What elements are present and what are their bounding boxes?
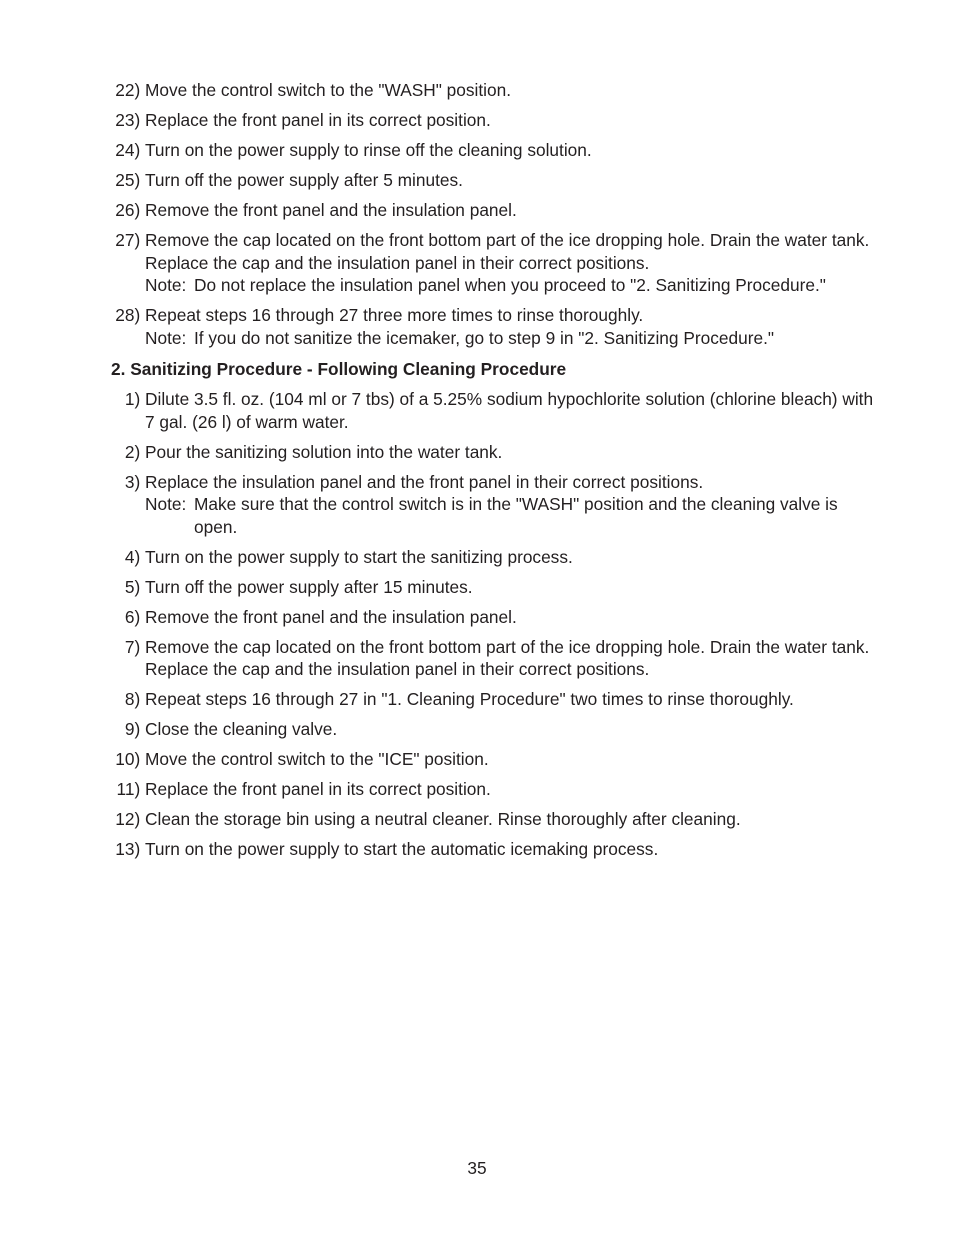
note-label: Note: xyxy=(145,494,187,514)
note-label: Note: xyxy=(145,327,187,348)
step-body xyxy=(145,304,881,349)
section-heading: 2. Sanitizing Procedure - Following Cleaning Procedure xyxy=(111,359,567,379)
step-number: 5) xyxy=(124,576,145,597)
step-26 xyxy=(111,199,881,222)
step-note xyxy=(145,274,881,297)
step-number: 24) xyxy=(115,140,145,160)
sanitize-step-6 xyxy=(111,606,881,629)
step-number: 9) xyxy=(124,719,145,739)
step-number: 2) xyxy=(124,441,145,462)
step-number: 22) xyxy=(115,80,145,100)
step-note xyxy=(145,493,881,538)
step-body xyxy=(145,471,881,539)
step-text: Replace the front panel in its correct position. xyxy=(145,110,491,130)
step-text: Turn off the power supply after 15 minutes. xyxy=(145,576,473,597)
step-text: Replace the front panel in its correct position. xyxy=(145,779,491,799)
note-label: Note: xyxy=(145,275,187,295)
step-number: 1) xyxy=(124,389,145,409)
step-number: 25) xyxy=(115,170,145,190)
step-text: Replace the insulation panel and the front panel in their correct positions. xyxy=(145,471,704,492)
step-number: 11) xyxy=(116,779,145,799)
sanitize-step-1 xyxy=(111,388,881,433)
step-number: 12) xyxy=(115,809,145,829)
step-text: Remove the cap located on the front bottom part of the ice dropping hole. Drain the water tank. Replace the cap and the insulation panel in their correct positions. xyxy=(145,230,870,273)
step-text: Remove the front panel and the insulation panel. xyxy=(145,606,517,627)
sanitize-step-3 xyxy=(111,471,881,539)
sanitize-step-8 xyxy=(111,688,881,711)
step-23 xyxy=(111,109,881,132)
page-content xyxy=(111,79,881,868)
step-number: 28) xyxy=(115,305,145,325)
step-text: Turn on the power supply to start the sanitizing process. xyxy=(145,546,573,567)
note-text: If you do not sanitize the icemaker, go to step 9 in "2. Sanitizing Procedure." xyxy=(194,327,775,348)
step-text: Turn on the power supply to start the automatic icemaking process. xyxy=(145,839,659,859)
step-body xyxy=(145,229,881,297)
step-number: 4) xyxy=(124,546,145,567)
step-number: 6) xyxy=(124,606,145,627)
step-text: Pour the sanitizing solution into the water tank. xyxy=(145,441,503,462)
step-28 xyxy=(111,304,881,349)
step-number: 8) xyxy=(124,689,145,709)
step-text: Move the control switch to the "WASH" position. xyxy=(145,80,512,100)
step-number: 10) xyxy=(115,749,145,769)
step-text: Remove the cap located on the front bottom part of the ice dropping hole. Drain the water tank. Replace the cap and the insulation panel in their correct positions. xyxy=(145,636,870,679)
step-text: Turn off the power supply after 5 minutes. xyxy=(145,170,463,190)
sanitize-step-7 xyxy=(111,636,881,681)
step-note xyxy=(145,327,881,350)
step-number: 23) xyxy=(115,110,145,130)
note-text: Do not replace the insulation panel when you proceed to "2. Sanitizing Procedure." xyxy=(194,275,826,295)
note-text: Make sure that the control switch is in the "WASH" position and the cleaning valve is open. xyxy=(194,494,838,537)
step-number: 27) xyxy=(115,230,145,250)
page-number: 35 xyxy=(467,1158,487,1178)
step-number: 13) xyxy=(115,839,145,859)
sanitize-step-12 xyxy=(111,808,881,831)
step-text: Repeat steps 16 through 27 in "1. Cleaning Procedure" two times to rinse thoroughly. xyxy=(145,689,794,709)
step-25 xyxy=(111,169,881,192)
step-text: Clean the storage bin using a neutral cleaner. Rinse thoroughly after cleaning. xyxy=(145,809,741,829)
step-27 xyxy=(111,229,881,297)
step-number: 26) xyxy=(115,200,145,220)
step-text: Remove the front panel and the insulation panel. xyxy=(145,200,517,220)
step-number: 3) xyxy=(124,471,145,492)
sanitize-step-10 xyxy=(111,748,881,771)
sanitize-step-5 xyxy=(111,576,881,599)
sanitize-step-13 xyxy=(111,838,881,861)
sanitize-step-9 xyxy=(111,718,881,741)
step-24 xyxy=(111,139,881,162)
sanitize-step-4 xyxy=(111,546,881,569)
step-text: Repeat steps 16 through 27 three more times to rinse thoroughly. xyxy=(145,305,644,325)
step-text: Move the control switch to the "ICE" position. xyxy=(145,749,489,769)
step-text: Close the cleaning valve. xyxy=(145,719,338,739)
sanitize-step-2 xyxy=(111,441,881,464)
step-text: Dilute 3.5 fl. oz. (104 ml or 7 tbs) of a 5.25% sodium hypochlorite solution (chlorine bleach) with 7 gal. (26 l) of warm water. xyxy=(145,389,874,432)
step-22 xyxy=(111,79,881,102)
step-number: 7) xyxy=(124,636,145,657)
step-text: Turn on the power supply to rinse off the cleaning solution. xyxy=(145,140,592,160)
sanitize-step-11 xyxy=(111,778,881,801)
